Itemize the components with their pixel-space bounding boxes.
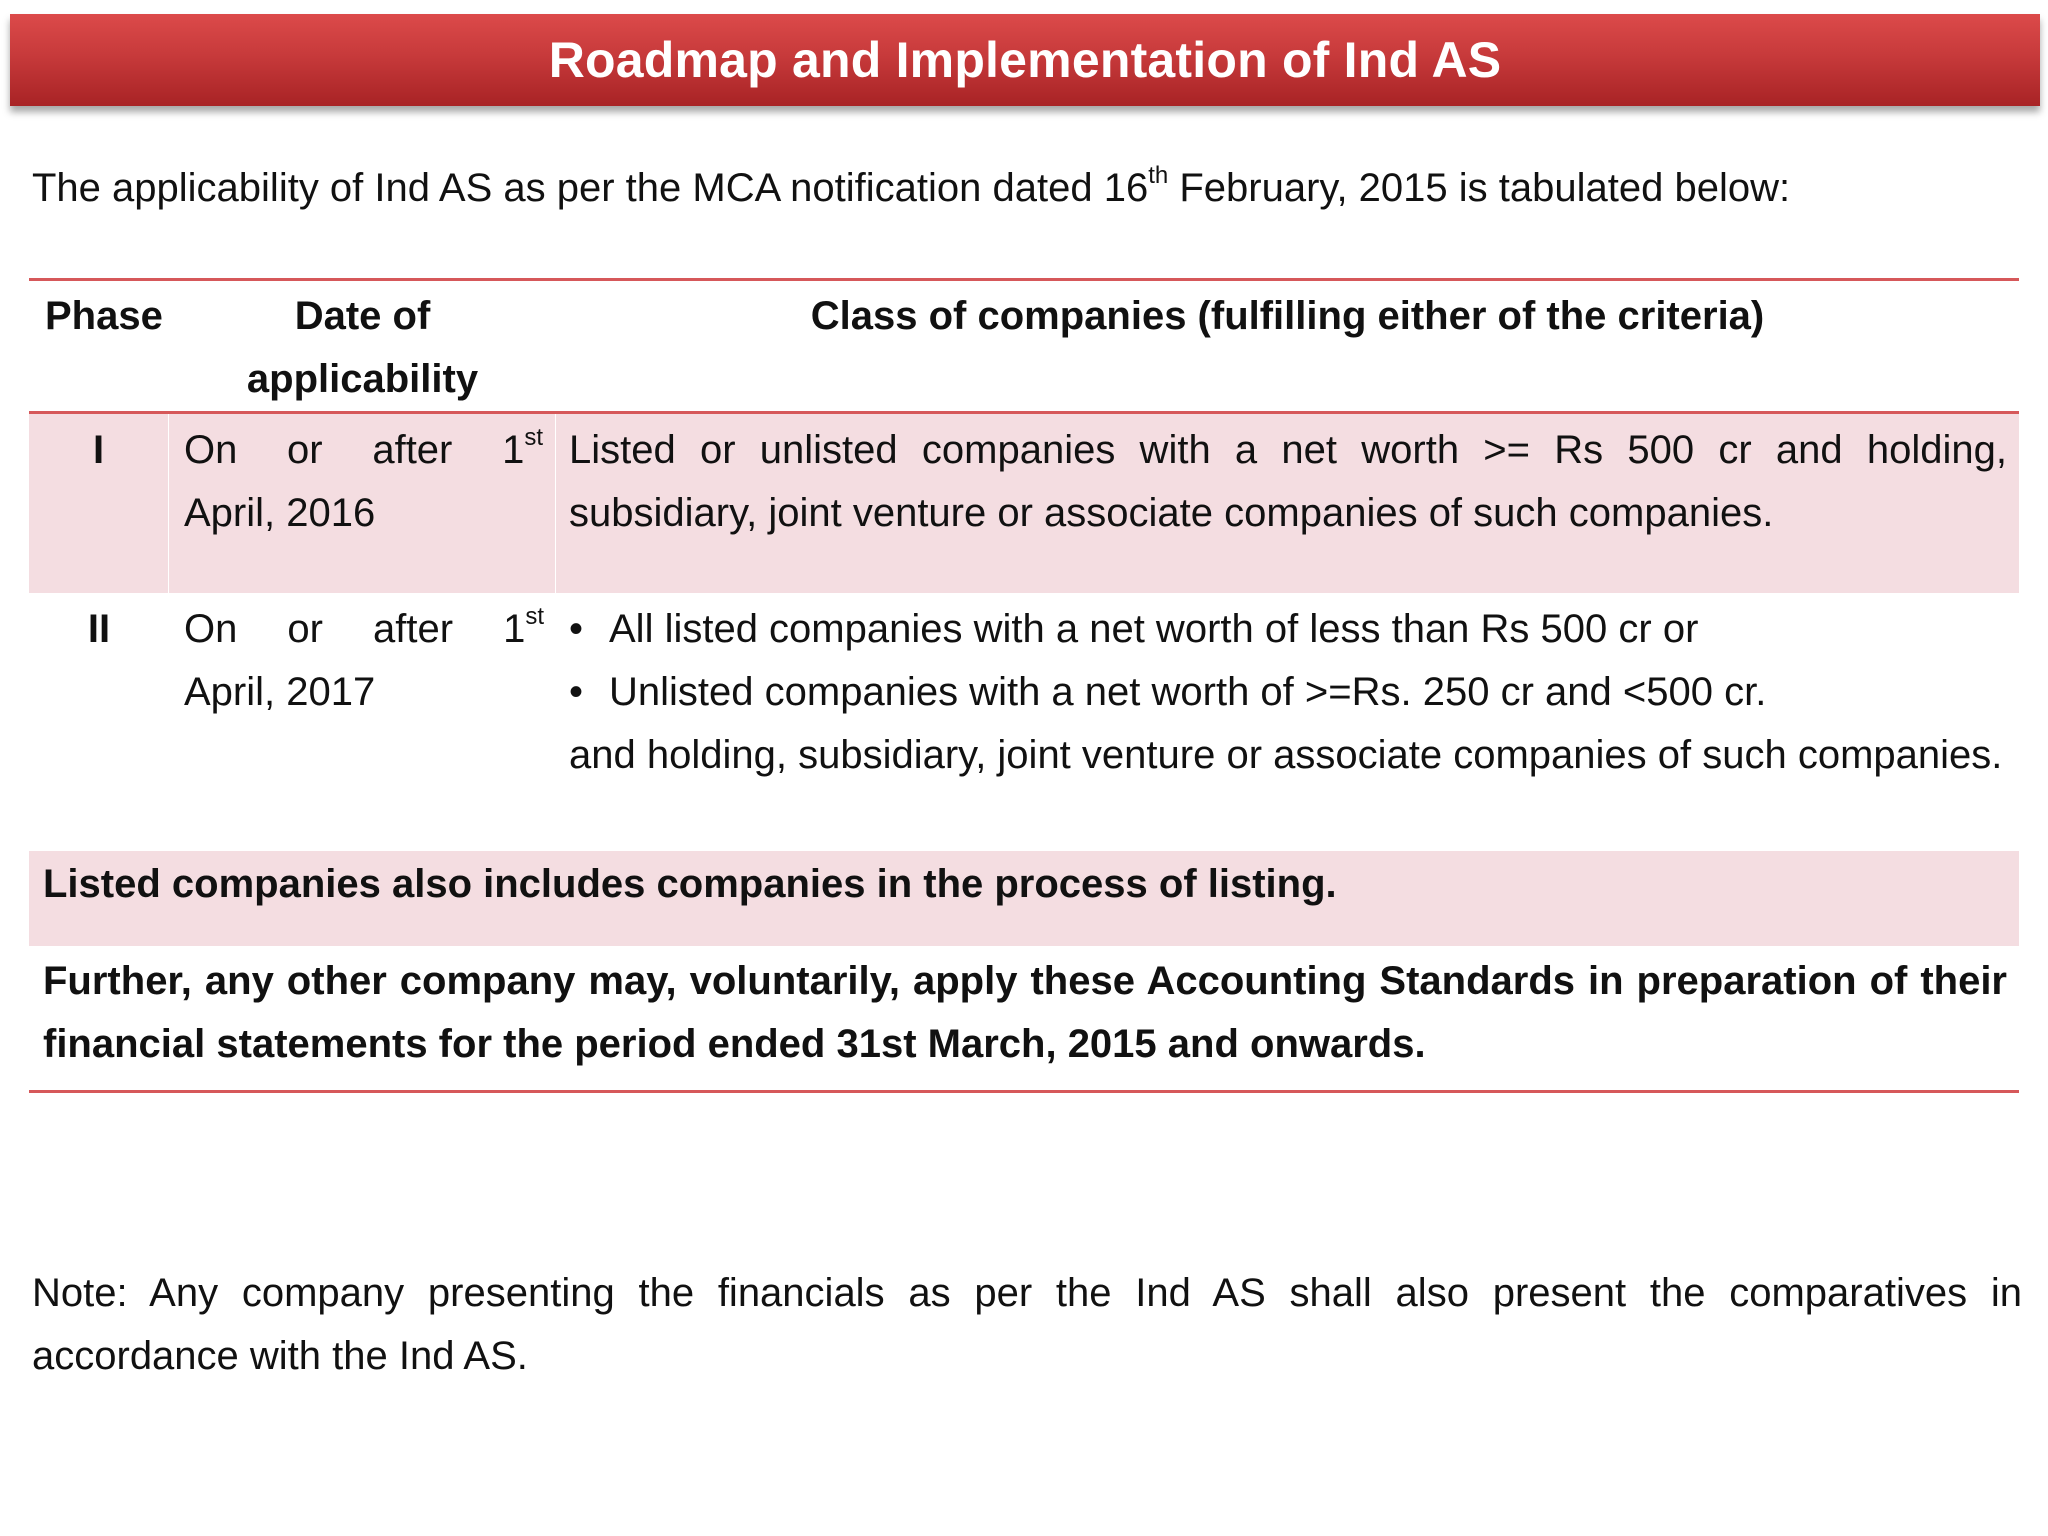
voluntary-note: Further, any other company may, voluntarily, apply these Accounting Standards in preparation of their financial statements for the period ended 31st March, 2015 and onwards. (43, 959, 2007, 1066)
table-header-row (29, 281, 2019, 414)
phase-2-class-tail: and holding, subsidiary, joint venture or associate companies of such companies. (569, 733, 2003, 777)
phase-1-date (169, 414, 556, 593)
header-phase: Phase (45, 294, 163, 338)
phase-1-date-text: On or after 1 (184, 428, 525, 472)
phase-1-date-line1 (184, 419, 543, 482)
table-row-phase-2 (29, 593, 2019, 851)
phase-2-bullet-1-text: All listed companies with a net worth of less than Rs 500 cr or (609, 607, 1699, 651)
intro-text (32, 160, 2022, 216)
phase-2-date-text: On or after 1 (184, 607, 526, 651)
phase-1-date-sup: st (524, 424, 543, 451)
phase-1-number: I (29, 414, 169, 593)
phase-2-class (556, 593, 2019, 851)
phase-2-date (169, 593, 556, 851)
slide-title: Roadmap and Implementation of Ind AS (548, 32, 1502, 88)
phase-2-date-line2: April, 2017 (184, 670, 376, 714)
listing-note: Listed companies also includes companies in the process of listing. (29, 851, 2019, 946)
bullet-icon: • (569, 607, 584, 651)
bullet-icon: • (569, 670, 584, 714)
phase-2-bullet-2 (569, 661, 2007, 724)
intro-after: February, 2015 is tabulated below: (1168, 166, 1791, 210)
phase-2-bullet-1 (569, 598, 2007, 661)
phase-2-number: II (87, 607, 111, 651)
phase-2-date-line1 (184, 598, 544, 661)
phase-2-date-sup: st (525, 603, 544, 630)
header-date-line1: Date of (294, 294, 431, 338)
header-class: Class of companies (fulfilling either of the criteria) (810, 294, 1765, 338)
intro-superscript: th (1148, 162, 1169, 189)
header-date-line2: applicability (246, 357, 479, 401)
phase-1-date-line2: April, 2016 (184, 491, 376, 535)
intro-before: The applicability of Ind AS as per the MCA notification dated 16 (32, 166, 1149, 210)
title-banner (10, 14, 2040, 106)
footnote: Note: Any company presenting the financials as per the Ind AS shall also present the comparatives in accordance with the Ind AS. (32, 1271, 2022, 1378)
phase-1-class: Listed or unlisted companies with a net worth >= Rs 500 cr and holding, subsidiary, joint venture or associate companies of such companies. (569, 428, 2007, 535)
applicability-table (29, 278, 2019, 1093)
header-date (169, 281, 556, 411)
phase-2-bullet-2-text: Unlisted companies with a net worth of >=Rs. 250 cr and <500 cr. (609, 670, 1767, 714)
table-row-phase-1 (29, 414, 2019, 593)
